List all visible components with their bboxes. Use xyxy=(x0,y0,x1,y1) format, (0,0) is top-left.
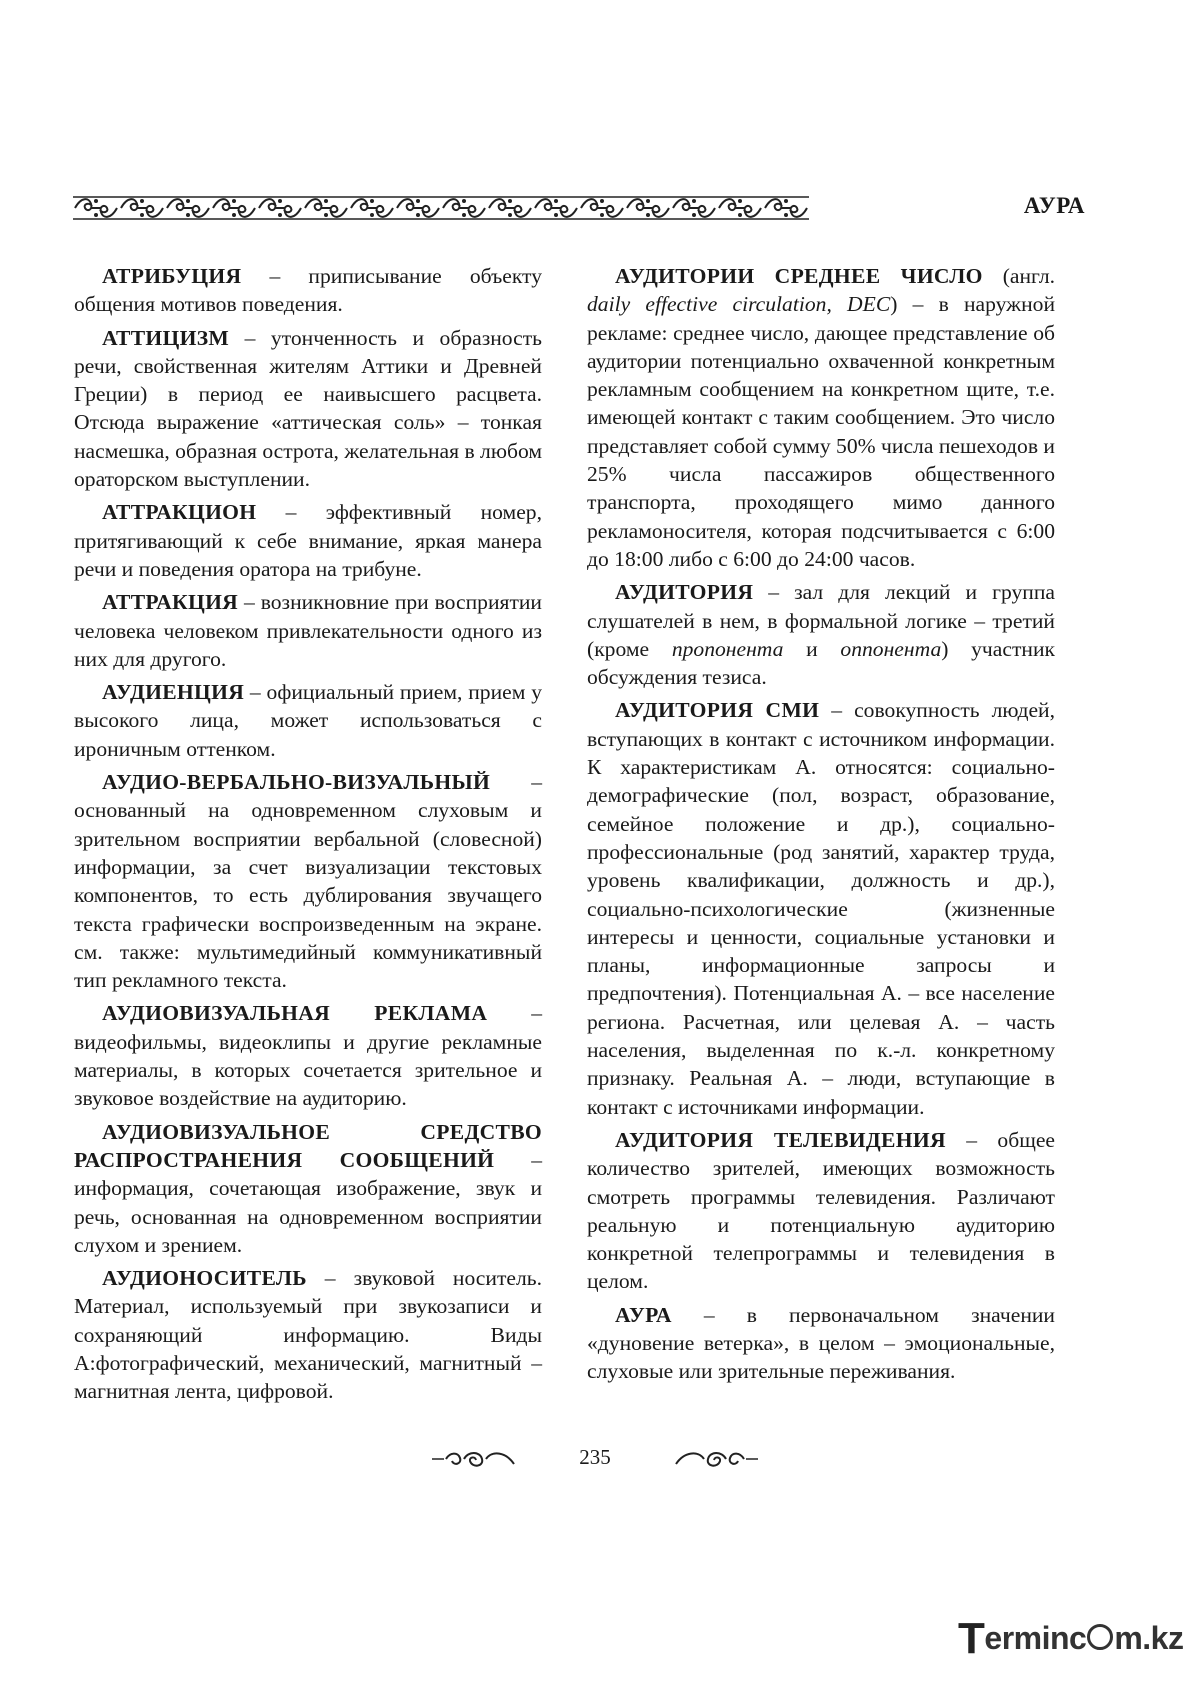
entry-term: АУДИТОРИЯ ТЕЛЕВИДЕНИЯ xyxy=(615,1127,946,1152)
entry-term: АУДИТОРИЯ xyxy=(615,580,754,605)
entry-definition: – общее количество зрителей, имеющих возможность смотреть программы телевидения. Различают реальную и потенциальную аудиторию конкретной телепрограммы и телевидения в целом. xyxy=(587,1127,1055,1294)
watermark-text: m.kz xyxy=(1114,1620,1184,1656)
entry-definition: – утонченность и образность речи, свойственная жителям Аттики и Древней Греции) в период ее наивысшего расцвета. Отсюда выражение «аттическая соль» – тонкая насмешка, образная острота, желательная в любом ораторском выступлении. xyxy=(74,325,542,492)
dictionary-entry xyxy=(74,999,542,1112)
dictionary-entry xyxy=(587,696,1055,1120)
entry-term: АУДИТОРИЯ СМИ xyxy=(615,698,820,723)
dictionary-entry xyxy=(74,768,542,994)
entry-term: АУДИТОРИИ СРЕДНЕЕ ЧИСЛО xyxy=(615,264,983,288)
ornament-band-icon xyxy=(73,195,809,221)
dictionary-entry xyxy=(74,1118,542,1259)
watermark-text: erminc xyxy=(984,1620,1087,1656)
entry-definition: – зал для лекций и группа слушателей в нем, в формальной логике – третий (кроме xyxy=(587,580,1055,661)
dictionary-entry xyxy=(587,578,1055,691)
entry-definition: – информация, сочетающая изображение, звук и речь, основанная на одновременном восприятии слухом и зрением. xyxy=(74,1147,542,1257)
page-header xyxy=(73,192,1085,226)
dictionary-entry xyxy=(587,1126,1055,1296)
dictionary-entry xyxy=(74,498,542,583)
watermark-logo xyxy=(958,1614,1184,1663)
entry-term: АУДИО-ВЕРБАЛЬНО-ВИЗУАЛЬНЫЙ xyxy=(102,770,491,795)
entry-term: АУРА xyxy=(615,1302,672,1327)
entry-term: АТТРАКЦИОН xyxy=(102,500,257,525)
entry-term: АТРИБУЦИЯ xyxy=(102,264,242,288)
page-number: 235 xyxy=(579,1445,611,1469)
watermark-o-icon xyxy=(1087,1624,1113,1650)
entry-term: АУДИЕНЦИЯ xyxy=(102,680,245,705)
page-footer xyxy=(430,1444,760,1474)
entry-definition: – возникновние при восприятии человека человеком привлекательности одного из них для другого. xyxy=(74,590,542,671)
entry-term: АТТРАКЦИЯ xyxy=(102,590,239,615)
watermark-t: T xyxy=(958,1614,985,1663)
entry-term: АТТИЦИЗМ xyxy=(102,325,230,350)
entry-definition: – официальный прием, прием у высокого лица, может использоваться с ироничным оттенком. xyxy=(74,680,542,761)
entry-term: АУДИОНОСИТЕЛЬ xyxy=(102,1266,307,1291)
entry-definition: – эффективный номер, притягивающий к себе внимание, яркая манера речи и поведения оратора на трибуне. xyxy=(74,500,542,581)
entry-italic-term: пропонента xyxy=(671,636,784,661)
entry-definition: – звуковой носитель. Материал, используемый при звукозаписи и сохраняющий информацию. Виды А:фотографический, механический, магнитный – магнитная лента, цифровой. xyxy=(74,1266,542,1404)
entry-definition: – совокупность людей, вступающих в контакт с источником информации. К характеристикам А. относятся: социально-демографические (пол, возраст, образование, семейное положение и др.), социально-профессиональные (род занятий, характер труда, уровень квалификации, должность и др.), социально-психологические (жизненные интересы и ценности, социальные установки и планы, информационные запросы и предпочтения). Потенциальная А. – все население региона. Расчетная, или целевая А. – часть населения, выделенная по к.-л. конкретному признаку. Реальная А. – люди, вступающие в контакт с источниками информации. xyxy=(587,698,1055,1119)
entry-definition: – в первоначальном значении «дуновение ветерка», в целом – эмоциональные, слуховые или зрительные переживания. xyxy=(587,1302,1055,1384)
entry-term: АУДИОВИЗУАЛЬНАЯ РЕКЛАМА xyxy=(102,1001,488,1026)
dictionary-entry xyxy=(587,262,1055,573)
entry-english-term: daily effective circulation, DEC xyxy=(587,292,891,317)
dictionary-entry xyxy=(74,324,542,494)
dictionary-entry xyxy=(74,262,542,319)
dictionary-entry xyxy=(74,588,542,673)
left-column xyxy=(74,262,542,1411)
footer-ornament-right-icon xyxy=(674,1448,760,1470)
entry-term: АУДИОВИЗУАЛЬНОЕ СРЕДСТВО РАСПРОСТРАНЕНИЯ СООБЩЕНИЙ xyxy=(74,1119,542,1172)
entry-definition: и xyxy=(783,636,841,661)
dictionary-entry xyxy=(587,1301,1055,1386)
dictionary-entry xyxy=(74,1264,542,1405)
entry-definition: (англ. xyxy=(982,264,1055,288)
entry-definition: ) – в наружной рекламе: среднее число, дающее представление об аудитории потенциально охваченной конкретным рекламным сообщением на конкретном щите, т.е. имеющей контакт с таким сообщением. Это число представляет собой сумму 50% числа пешеходов и 25% числа пассажиров общественного транспорта, проходящего мимо данного рекламоносителя, которая подсчитывается с 6:00 до 18:00 либо с 6:00 до 24:00 часов. xyxy=(587,292,1055,571)
entry-definition: – видеофильмы, видеоклипы и другие рекламные материалы, в которых сочетается зрительное и звуковое воздействие на аудиторию. xyxy=(74,1001,542,1111)
entry-definition: ) участник обсуждения тезиса. xyxy=(587,636,1056,690)
entry-definition: – приписывание объекту общения мотивов поведения. xyxy=(74,264,542,317)
entry-italic-term: оппонента xyxy=(840,636,942,661)
entry-definition: – основанный на одновременном слуховым и зрительном восприятии вербальной (словесной) информации, за счет визуализации текстовых компонентов, то есть дублирования звучащего текста графически воспроизведенным на экране. см. также: мультимедийный коммуникативный тип рекламного текста. xyxy=(74,770,542,993)
running-head: АУРА xyxy=(1023,193,1085,218)
right-column xyxy=(587,262,1055,1391)
dictionary-entry xyxy=(74,678,542,763)
